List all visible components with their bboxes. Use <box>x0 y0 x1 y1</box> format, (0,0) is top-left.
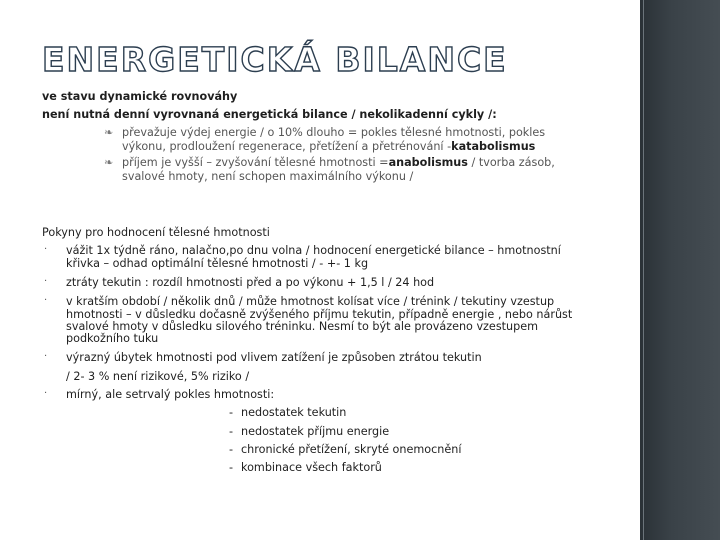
bullet-5-line-1: mírný, ale setrvalý pokles hmotnosti: <box>66 388 275 401</box>
slide-title: ENERGETICKÁ BILANCE <box>42 40 508 79</box>
dash-marker: - <box>229 443 234 456</box>
bullet-dot: · <box>44 388 48 399</box>
sidebar-rule <box>643 0 644 540</box>
bullet-3-line-2: hmotnosti – v důsledku dočasně zvýšeného příjmu tekutin, případně energie , nebo nárůst <box>66 308 573 321</box>
sub-item-2-text: příjem je vyšší – zvyšování tělesné hmotnosti = <box>122 156 389 169</box>
bullet-4-line-2: / 2- 3 % není rizikové, 5% riziko / <box>66 370 250 383</box>
bullet-3-line-4: podkožního tuku <box>66 332 159 345</box>
dash-marker: - <box>229 461 234 474</box>
bullet-dot: · <box>44 276 48 287</box>
bullet-3-line-3: svalové hmoty v důsledku silového tréninku. Nesmí to být ale provázeno vzestupem <box>66 320 539 333</box>
bullet-dot: · <box>44 244 48 255</box>
floral-bullet-icon: ❧ <box>104 156 114 169</box>
intro-line-2: není nutná denní vyrovnaná energetická bilance / nekolikadenní cykly /: <box>42 108 497 121</box>
decorative-sidebar <box>640 0 720 540</box>
dash-item-4: kombinace všech faktorů <box>241 461 382 474</box>
sub-item-1-line-1: převažuje výdej energie / o 10% dlouho = pokles tělesné hmotnosti, pokles <box>122 126 546 139</box>
sub-item-2-line-1 <box>122 156 555 169</box>
bullet-dot: · <box>44 295 48 306</box>
floral-bullet-icon: ❧ <box>104 126 114 139</box>
sub-item-1-line-2 <box>122 140 535 153</box>
sub-item-2-after: / tvorba zásob, <box>467 156 555 169</box>
dash-marker: - <box>229 425 234 438</box>
bullet-1-line-1: vážit 1x týdně ráno, nalačno,po dnu volna / hodnocení energetické bilance – hmotnostní <box>66 244 561 257</box>
bullet-2-line-1: ztráty tekutin : rozdíl hmotnosti před a po výkonu + 1,5 l / 24 hod <box>66 276 435 289</box>
anabolismus-term: anabolismus <box>388 156 468 169</box>
dash-marker: - <box>229 406 234 419</box>
sub-item-2-line-2: svalové hmoty, není schopen maximálního výkonu / <box>122 170 414 183</box>
bullet-1-line-2: křivka – odhad optimální tělesné hmotnosti / - +- 1 kg <box>66 257 369 270</box>
bullet-3-line-1: v kratším období / několik dnů / může hmotnost kolísat více / trénink / tekutiny vzestup <box>66 295 555 308</box>
intro-line-1: ve stavu dynamické rovnováhy <box>42 90 238 103</box>
dash-item-2: nedostatek příjmu energie <box>241 425 390 438</box>
dash-item-1: nedostatek tekutin <box>241 406 347 419</box>
katabolismus-term: katabolismus <box>451 140 536 153</box>
bullet-4-line-1: výrazný úbytek hmotnosti pod vlivem zatížení je způsoben ztrátou tekutin <box>66 351 482 364</box>
bullet-dot: · <box>44 351 48 362</box>
dash-item-3: chronické přetížení, skryté onemocnění <box>241 443 462 456</box>
sub-item-1-text: výkonu, prodloužení regenerace, přetížení a přetrénování - <box>122 140 452 153</box>
section-title: Pokyny pro hodnocení tělesné hmotnosti <box>42 226 270 239</box>
